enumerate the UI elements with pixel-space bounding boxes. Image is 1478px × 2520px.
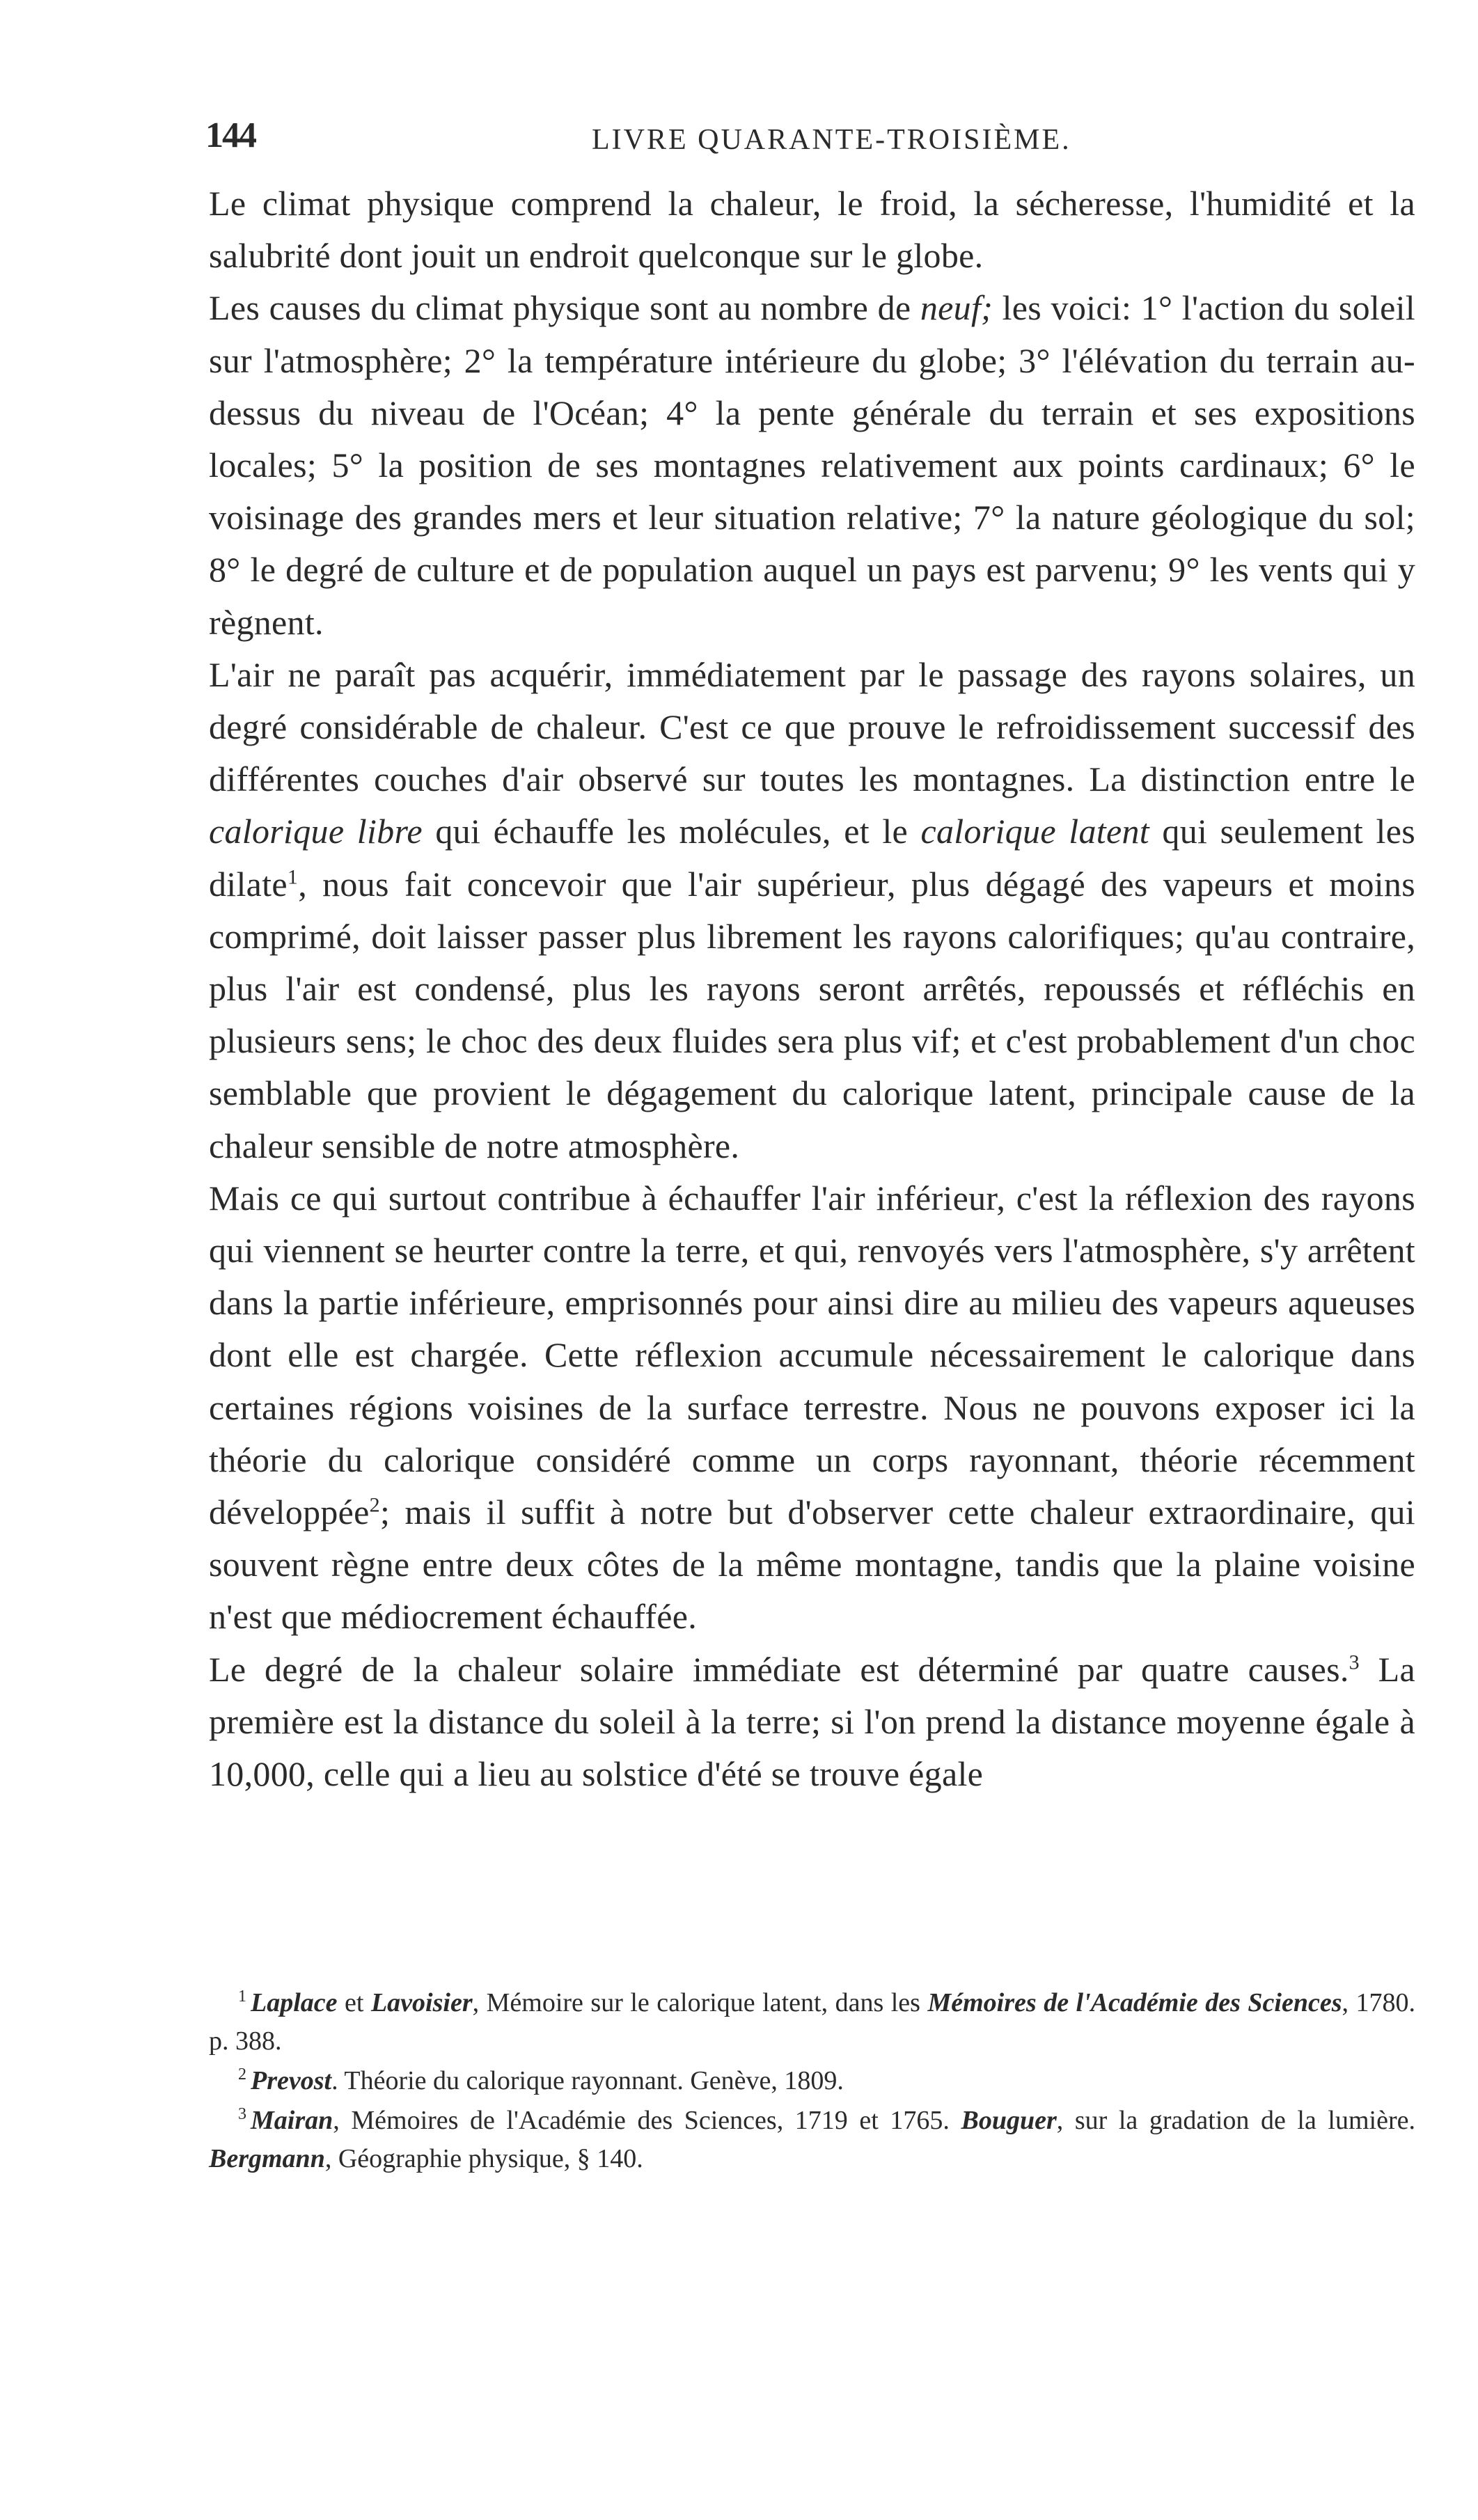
- paragraph-2-text-b: les voici: 1° l'action du soleil sur l'atmosphère; 2° la température intérieure du globe; 3° l'élévation du terrain au-dessus du niveau de l'Océan; 4° la pente générale du terrain et ses expositions locales; 5° la position de ses montagnes relativement aux points cardinaux; 6° le voisinage des grandes mers et leur situation relative; 7° la nature géologique du sol; 8° le degré de culture et de population auquel un pays est parvenu; 9° les vents qui y règnent.: [209, 288, 1415, 642]
- running-title: LIVRE QUARANTE-TROISIÈME.: [592, 124, 1071, 156]
- paragraph-5-text-b: La première est la distance du soleil à la terre; si l'on prend la distance moyenne égale à 10,000, celle qui a lieu au solstice d'été se trouve égale: [209, 1649, 1415, 1794]
- paragraph-4: [209, 1172, 1415, 1644]
- footnote-3-text-b: , sur la gradation de la lumière.: [1056, 2106, 1415, 2135]
- paragraph-3: [209, 649, 1415, 1172]
- footnote-1-text-a: et: [337, 1988, 371, 2017]
- paragraph-3-emphasis-1: calorique libre: [209, 812, 423, 851]
- footnote-3-author-2: Bouguer: [961, 2106, 1057, 2135]
- footnote-1-work: Mémoires de l'Académie des Sciences: [927, 1988, 1342, 2017]
- paragraph-1-text: Le climat physique comprend la chaleur, le froid, la sécheresse, l'humidité et la salubrité dont jouit un endroit quelconque sur le globe.: [209, 184, 1415, 276]
- footnote-3-text-a: , Mémoires de l'Académie des Sciences, 1719 et 1765.: [333, 2106, 961, 2135]
- footnote-1-number: 1: [238, 1987, 246, 2006]
- paragraph-2: [209, 282, 1415, 648]
- paragraph-5: [209, 1644, 1415, 1801]
- footnote-2: [209, 2062, 1415, 2100]
- paragraph-3-text-a: L'air ne paraît pas acquérir, immédiatement par le passage des rayons solaires, un degré considérable de chaleur. C'est ce que prouve le refroidissement successif des différentes couches d'air observé sur toutes les montagnes. La distinction entre le: [209, 654, 1415, 799]
- footnote-ref-1: 1: [287, 865, 299, 888]
- main-text: [209, 178, 1415, 1800]
- paragraph-3-text-c: qui seulement les dilate: [209, 812, 1416, 904]
- footnote-3: [209, 2102, 1415, 2178]
- footnote-1-text-c: , 1780. p. 388.: [209, 1988, 1415, 2056]
- paragraph-2-emphasis: neuf;: [920, 288, 993, 328]
- footnote-ref-3: 3: [1349, 1651, 1360, 1674]
- footnote-3-text-c: , Géographie physique, § 140.: [324, 2144, 643, 2173]
- paragraph-5-text-a: Le degré de la chaleur solaire immédiate est déterminé par quatre causes.: [209, 1649, 1349, 1689]
- footnote-2-author: Prevost: [251, 2066, 332, 2095]
- footnote-2-number: 2: [238, 2065, 246, 2084]
- paragraph-3-text-d: , nous fait concevoir que l'air supérieur, plus dégagé des vapeurs et moins comprimé, doit laisser passer plus librement les rayons calorifiques; qu'au contraire, plus l'air est condensé, plus les rayons seront arrêtés, repoussés et réfléchis en plusieurs sens; le choc des deux fluides sera plus vif; et c'est probablement d'un choc semblable que provient le dégagement du calorique latent, principale cause de la chaleur sensible de notre atmosphère.: [209, 864, 1415, 1165]
- page-header: [205, 115, 1417, 157]
- paragraph-4-text-b: ; mais il suffit à notre but d'observer cette chaleur extraordinaire, qui souvent règne entre deux côtes de la même montagne, tandis que la plaine voisine n'est que médiocrement échauffée.: [209, 1493, 1415, 1637]
- paragraph-4-text-a: Mais ce qui surtout contribue à échauffer l'air inférieur, c'est la réflexion des rayons qui viennent se heurter contre la terre, et qui, renvoyés vers l'atmosphère, s'y arrêtent dans la partie inférieure, emprisonnés pour ainsi dire au milieu des vapeurs aqueuses dont elle est chargée. Cette réflexion accumule nécessairement le calorique dans certaines régions voisines de la surface terrestre. Nous ne pouvons exposer ici la théorie du calorique considéré comme un corps rayonnant, théorie récemment développée: [209, 1178, 1415, 1532]
- paragraph-1: [209, 178, 1415, 282]
- footnotes: [209, 1984, 1415, 2180]
- footnote-1-author-2: Lavoisier: [370, 1988, 473, 2017]
- paragraph-3-text-b: qui échauffe les molécules, et le: [422, 812, 921, 851]
- footnote-3-author-3: Bergmann: [209, 2144, 325, 2173]
- paragraph-3-emphasis-2: calorique latent: [920, 812, 1149, 851]
- footnote-3-author-1: Mairan: [251, 2106, 333, 2135]
- footnote-1-text-b: , Mémoire sur le calorique latent, dans les: [472, 1988, 928, 2017]
- page-number: 144: [205, 116, 255, 155]
- footnote-3-number: 3: [238, 2105, 246, 2124]
- footnote-1-author-1: Laplace: [251, 1988, 338, 2017]
- footnote-2-text: . Théorie du calorique rayonnant. Genève, 1809.: [331, 2066, 844, 2095]
- paragraph-2-text-a: Les causes du climat physique sont au nombre de: [209, 288, 920, 328]
- footnote-ref-2: 2: [369, 1493, 380, 1517]
- footnote-1: [209, 1984, 1415, 2061]
